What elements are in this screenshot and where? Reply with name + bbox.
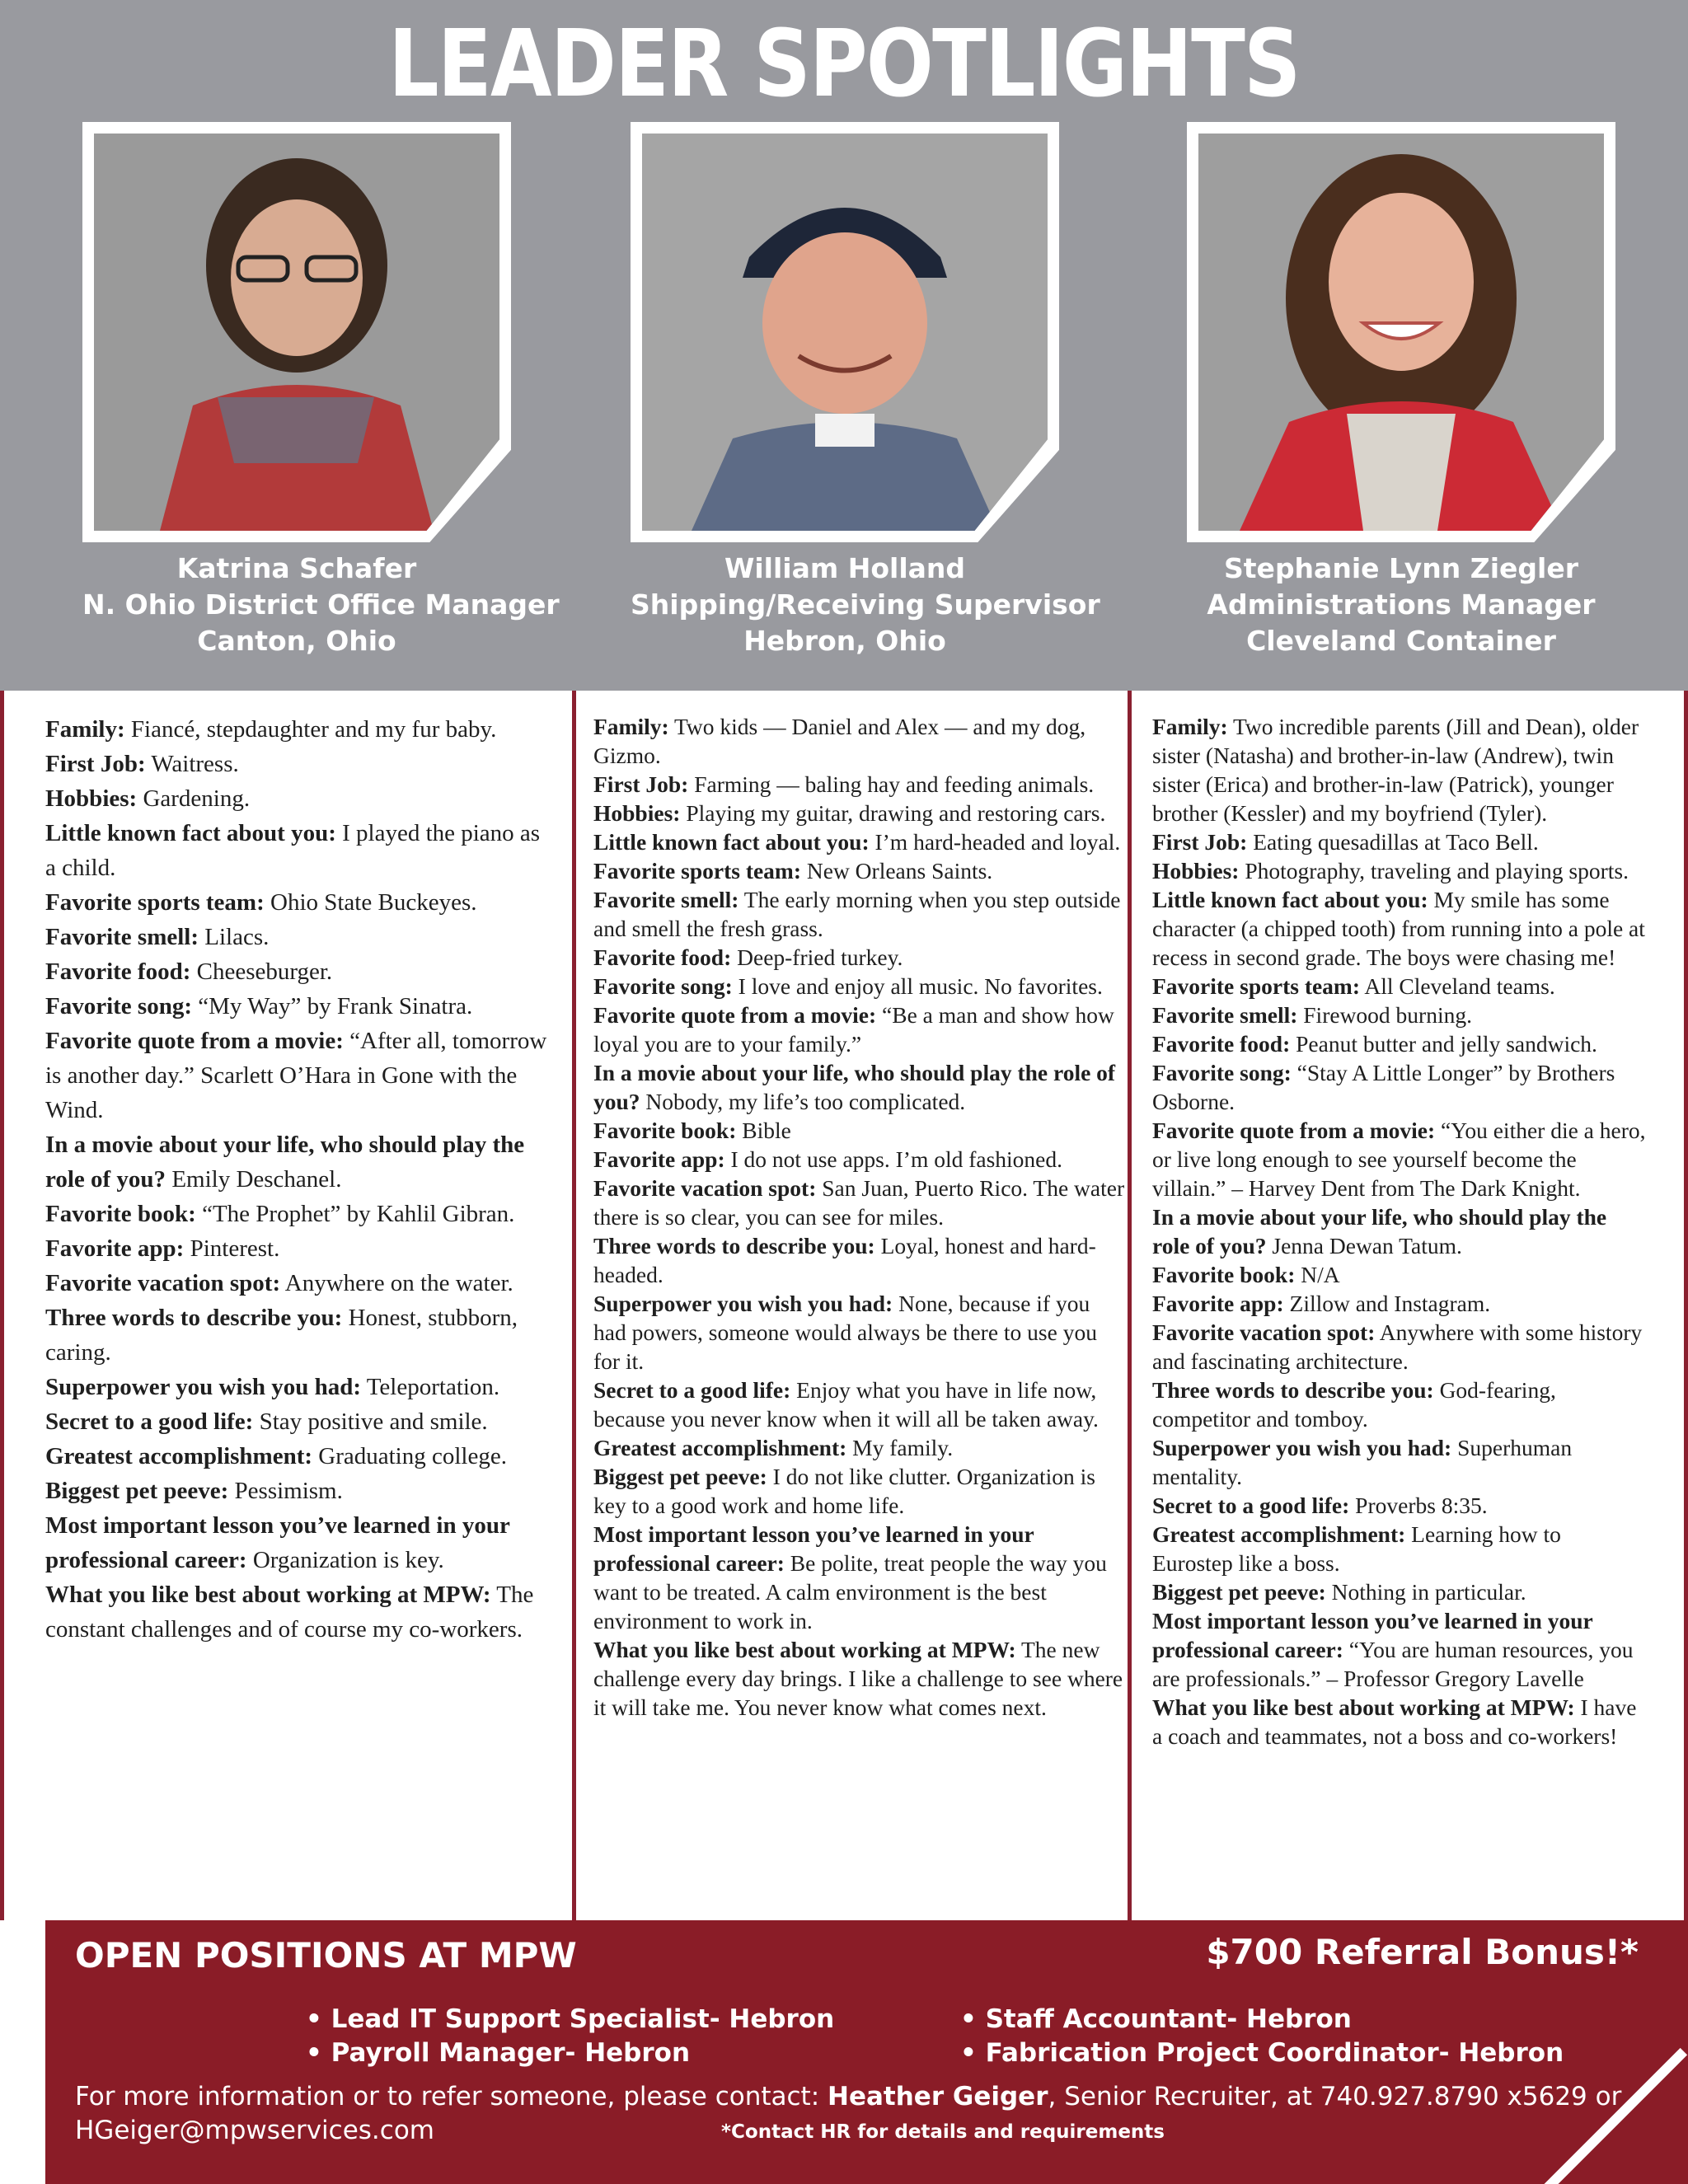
qa-answer: Organization is key. bbox=[246, 1547, 444, 1573]
qa-question: Favorite song: bbox=[45, 993, 192, 1019]
qa-item bbox=[1152, 1606, 1647, 1693]
qa-item bbox=[1152, 1693, 1647, 1750]
qa-item bbox=[45, 781, 550, 816]
qa-question: Favorite book: bbox=[45, 1201, 196, 1227]
qa-answer: Proverbs 8:35. bbox=[1349, 1493, 1488, 1518]
qa-answer: Be polite, treat people the way you want to be treated. A calm environment is the best environment to work in. bbox=[593, 1550, 1107, 1633]
qa-item bbox=[593, 1116, 1125, 1145]
qa-item bbox=[1152, 972, 1647, 1001]
leader-name: William Holland bbox=[724, 552, 966, 584]
qa-question: Biggest pet peeve: bbox=[593, 1464, 767, 1489]
qa-answer: Two incredible parents (Jill and Dean), older sister (Natasha) and brother-in-law (Andrew), twin sister (Erica) and brother-in-law (Patrick), younger brother (Kessler) and my boyfriend (Tyler). bbox=[1152, 714, 1639, 826]
qa-answer: “You either die a hero, or live long enough to see yourself become the villain.” – Harvey Dent from The Dark Knight. bbox=[1152, 1118, 1646, 1201]
qa-answer: My family. bbox=[846, 1435, 954, 1460]
qa-item bbox=[593, 1001, 1125, 1058]
qa-item bbox=[45, 989, 550, 1024]
qa-answer: Loyal, honest and hard-headed. bbox=[593, 1233, 1096, 1287]
qa-item bbox=[593, 712, 1125, 770]
qa-question: Little known fact about you: bbox=[593, 829, 870, 855]
leader-caption bbox=[82, 551, 560, 659]
qa-question: Family: bbox=[45, 716, 125, 743]
qa-question: Secret to a good life: bbox=[593, 1377, 791, 1403]
qa-question: Favorite vacation spot: bbox=[1152, 1319, 1376, 1345]
qa-question: Little known fact about you: bbox=[45, 820, 336, 846]
qa-answer: “The Prophet” by Kahlil Gibran. bbox=[195, 1201, 515, 1227]
qa-answer: Anywhere with some history and fascinating architecture. bbox=[1152, 1319, 1643, 1374]
qa-question: Hobbies: bbox=[45, 785, 138, 812]
leader-card-2 bbox=[631, 122, 1100, 659]
position-item: • Fabrication Project Coordinator- Hebron bbox=[960, 2038, 1564, 2068]
leader-caption bbox=[631, 551, 1100, 659]
qa-question: What you like best about working at MPW: bbox=[45, 1582, 491, 1608]
qa-item bbox=[45, 920, 550, 954]
qa-item bbox=[45, 747, 550, 781]
qa-question: Most important lesson you’ve learned in your professional career: bbox=[45, 1512, 510, 1573]
qa-item bbox=[45, 1404, 550, 1439]
open-positions-banner bbox=[45, 1920, 1688, 2184]
leader-role: Shipping/Receiving Supervisor bbox=[631, 588, 1100, 621]
positions-list-right bbox=[960, 2003, 1564, 2070]
qa-question: Favorite app: bbox=[593, 1146, 725, 1172]
qa-question: Favorite song: bbox=[1152, 1060, 1292, 1085]
qa-item bbox=[593, 943, 1125, 972]
contact-name: Heather Geiger bbox=[828, 2082, 1048, 2111]
position-item: • Payroll Manager- Hebron bbox=[306, 2038, 691, 2068]
qa-question: First Job: bbox=[1152, 829, 1248, 855]
qa-answer: Lilacs. bbox=[199, 924, 270, 950]
qa-question: Most important lesson you’ve learned in your professional career: bbox=[593, 1521, 1034, 1576]
qa-question: Superpower you wish you had: bbox=[593, 1291, 893, 1316]
qa-question: Favorite food: bbox=[593, 944, 732, 970]
leader-photo bbox=[1198, 134, 1604, 531]
qa-item bbox=[45, 1577, 550, 1647]
qa-question: Secret to a good life: bbox=[45, 1408, 254, 1435]
qa-question: In a movie about your life, who should play the role of you? bbox=[45, 1132, 525, 1193]
leader-role: Administrations Manager bbox=[1207, 588, 1596, 621]
qa-question: Favorite song: bbox=[593, 973, 733, 999]
photo-frame bbox=[631, 122, 1059, 542]
qa-item bbox=[1152, 1318, 1647, 1376]
qa-answer: Superhuman mentality. bbox=[1152, 1435, 1573, 1489]
leader-photo bbox=[642, 134, 1048, 531]
qa-question: Family: bbox=[593, 714, 669, 739]
qa-item bbox=[593, 1058, 1125, 1116]
referral-bonus: $700 Referral Bonus!* bbox=[1206, 1932, 1639, 1972]
qa-item bbox=[593, 1635, 1125, 1722]
qa-question: Biggest pet peeve: bbox=[1152, 1579, 1326, 1605]
portrait-image bbox=[1198, 134, 1604, 531]
qa-answer: Peanut butter and jelly sandwich. bbox=[1290, 1031, 1597, 1057]
qa-answer: Jenna Dewan Tatum. bbox=[1266, 1233, 1462, 1258]
qa-item bbox=[45, 1127, 550, 1197]
photo-frame bbox=[1187, 122, 1615, 542]
qa-question: Biggest pet peeve: bbox=[45, 1478, 229, 1504]
qa-answer: Honest, stubborn, caring. bbox=[45, 1305, 518, 1366]
qa-item bbox=[1152, 712, 1647, 827]
qa-question: Favorite sports team: bbox=[1152, 973, 1360, 999]
qa-item bbox=[593, 1433, 1125, 1462]
qa-answer: My smile has some character (a chipped tooth) from running into a pole at recess in second grade. The boys were chasing me! bbox=[1152, 887, 1645, 970]
leader-card-1 bbox=[82, 122, 560, 659]
portrait-image bbox=[642, 134, 1048, 531]
qa-question: Hobbies: bbox=[1152, 858, 1240, 883]
qa-item bbox=[593, 1376, 1125, 1433]
qa-answer: New Orleans Saints. bbox=[801, 858, 993, 883]
qa-answer: Ohio State Buckeyes. bbox=[264, 889, 477, 916]
qa-item bbox=[593, 827, 1125, 856]
qa-item bbox=[593, 1145, 1125, 1174]
qa-question: Hobbies: bbox=[593, 800, 681, 826]
qa-question: What you like best about working at MPW: bbox=[1152, 1694, 1575, 1720]
qa-answer: Stay positive and smile. bbox=[253, 1408, 488, 1435]
qa-item bbox=[593, 1231, 1125, 1289]
qa-question: In a movie about your life, who should play the role of you? bbox=[593, 1060, 1116, 1114]
qa-answer: Zillow and Instagram. bbox=[1283, 1291, 1491, 1316]
qa-answer: Emily Deschanel. bbox=[166, 1166, 342, 1193]
qa-question: Favorite smell: bbox=[593, 887, 739, 912]
qa-item bbox=[45, 885, 550, 920]
leader-name: Katrina Schafer bbox=[176, 552, 417, 584]
qa-question: Favorite quote from a movie: bbox=[45, 1028, 344, 1054]
qa-item bbox=[1152, 1491, 1647, 1520]
qa-answer: Firewood burning. bbox=[1297, 1002, 1472, 1028]
qa-answer: “Be a man and show how loyal you are to your family.” bbox=[593, 1002, 1114, 1057]
qa-answer: I do not like clutter. Organization is key to a good work and home life. bbox=[593, 1464, 1095, 1518]
contact-prefix: For more information or to refer someone, please contact: bbox=[75, 2082, 828, 2111]
qa-item bbox=[45, 1370, 550, 1404]
qa-answer: Cheeseburger. bbox=[190, 958, 333, 985]
qa-answer: “Stay A Little Longer” by Brothers Osborne. bbox=[1152, 1060, 1615, 1114]
qa-item bbox=[1152, 1433, 1647, 1491]
qa-answer: Enjoy what you have in life now, because you never know when it will all be taken away. bbox=[593, 1377, 1099, 1432]
qa-item bbox=[593, 1520, 1125, 1635]
qa-answer: I’m hard-headed and loyal. bbox=[869, 829, 1121, 855]
qa-item bbox=[1152, 1376, 1647, 1433]
qa-item bbox=[45, 712, 550, 747]
qa-question: Family: bbox=[1152, 714, 1228, 739]
header-band bbox=[0, 0, 1688, 691]
qa-question: Favorite food: bbox=[1152, 1031, 1291, 1057]
qa-item bbox=[593, 1462, 1125, 1520]
footnote: *Contact HR for details and requirements bbox=[721, 2121, 1165, 2143]
qa-answer: Nobody, my life’s too complicated. bbox=[640, 1089, 966, 1114]
qa-question: Favorite quote from a movie: bbox=[1152, 1118, 1436, 1143]
qa-answer: Deep-fried turkey. bbox=[731, 944, 903, 970]
qa-answer: I love and enjoy all music. No favorites. bbox=[732, 973, 1103, 999]
qa-answer: Playing my guitar, drawing and restoring cars. bbox=[680, 800, 1106, 826]
qa-answer: Bible bbox=[736, 1118, 791, 1143]
qa-column-3 bbox=[1152, 691, 1647, 1920]
qa-item bbox=[1152, 1260, 1647, 1289]
qa-item bbox=[1152, 1289, 1647, 1318]
qa-answer: God-fearing, competitor and tomboy. bbox=[1152, 1377, 1556, 1432]
qa-item bbox=[593, 770, 1125, 799]
qa-item bbox=[45, 954, 550, 989]
qa-item bbox=[1152, 1520, 1647, 1577]
qa-answer: I do not use apps. I’m old fashioned. bbox=[724, 1146, 1063, 1172]
qa-item bbox=[1152, 1001, 1647, 1029]
qa-question: Three words to describe you: bbox=[593, 1233, 875, 1258]
qa-columns bbox=[0, 691, 1688, 1920]
qa-question: Favorite smell: bbox=[1152, 1002, 1298, 1028]
qa-question: Favorite vacation spot: bbox=[593, 1175, 817, 1201]
qa-item bbox=[593, 799, 1125, 827]
qa-item bbox=[1152, 1029, 1647, 1058]
photo-frame bbox=[82, 122, 511, 542]
qa-question: Little known fact about you: bbox=[1152, 887, 1428, 912]
qa-answer: I have a coach and teammates, not a boss and co-workers! bbox=[1152, 1694, 1637, 1749]
qa-question: Favorite app: bbox=[45, 1235, 185, 1262]
qa-question: Greatest accomplishment: bbox=[593, 1435, 847, 1460]
leader-caption bbox=[1187, 551, 1615, 659]
qa-item bbox=[1152, 856, 1647, 885]
qa-answer: Gardening. bbox=[137, 785, 251, 812]
qa-item bbox=[1152, 827, 1647, 856]
qa-item bbox=[45, 1508, 550, 1577]
qa-answer: Photography, traveling and playing sports. bbox=[1239, 858, 1629, 883]
qa-answer: “You are human resources, you are professionals.” – Professor Gregory Lavelle bbox=[1152, 1637, 1634, 1691]
qa-answer: Nothing in particular. bbox=[1325, 1579, 1526, 1605]
qa-answer: I played the piano as a child. bbox=[45, 820, 541, 881]
qa-answer: All Cleveland teams. bbox=[1360, 973, 1555, 999]
leader-location: Cleveland Container bbox=[1246, 625, 1556, 657]
qa-item bbox=[593, 856, 1125, 885]
qa-item bbox=[45, 1024, 550, 1127]
qa-question: First Job: bbox=[45, 751, 146, 777]
qa-question: What you like best about working at MPW: bbox=[593, 1637, 1016, 1662]
qa-question: Favorite quote from a movie: bbox=[593, 1002, 877, 1028]
qa-question: Favorite smell: bbox=[45, 924, 199, 950]
qa-question: Greatest accomplishment: bbox=[1152, 1521, 1406, 1547]
qa-answer: The constant challenges and of course my co-workers. bbox=[45, 1582, 534, 1643]
qa-question: Favorite vacation spot: bbox=[45, 1270, 281, 1296]
qa-item bbox=[1152, 1058, 1647, 1116]
qa-answer: N/A bbox=[1295, 1262, 1340, 1287]
qa-question: Superpower you wish you had: bbox=[1152, 1435, 1452, 1460]
qa-item bbox=[1152, 885, 1647, 972]
qa-answer: Fiancé, stepdaughter and my fur baby. bbox=[124, 716, 497, 743]
qa-answer: The early morning when you step outside and smell the fresh grass. bbox=[593, 887, 1121, 941]
qa-item bbox=[45, 1439, 550, 1474]
qa-answer: Teleportation. bbox=[361, 1374, 500, 1400]
leader-location: Hebron, Ohio bbox=[743, 625, 946, 657]
qa-item bbox=[45, 1197, 550, 1231]
qa-answer: Waitress. bbox=[145, 751, 239, 777]
qa-answer: None, because if you had powers, someone would always be there to use you for it. bbox=[593, 1291, 1097, 1374]
contact-suffix: , Senior Recruiter, at 740.927.8790 x5629 or bbox=[1048, 2082, 1622, 2111]
qa-question: In a movie about your life, who should play the role of you? bbox=[1152, 1204, 1607, 1258]
qa-question: Greatest accomplishment: bbox=[45, 1443, 313, 1469]
leader-name: Stephanie Lynn Ziegler bbox=[1224, 552, 1578, 584]
qa-item bbox=[593, 1174, 1125, 1231]
qa-column-1 bbox=[45, 691, 550, 1920]
qa-item bbox=[1152, 1116, 1647, 1202]
qa-question: Favorite book: bbox=[593, 1118, 737, 1143]
qa-question: Favorite sports team: bbox=[593, 858, 801, 883]
qa-item bbox=[45, 1474, 550, 1508]
qa-question: Most important lesson you’ve learned in your professional career: bbox=[1152, 1608, 1593, 1662]
contact-email[interactable]: HGeiger@mpwservices.com bbox=[75, 2116, 434, 2145]
qa-question: Three words to describe you: bbox=[1152, 1377, 1434, 1403]
qa-answer: Anywhere on the water. bbox=[280, 1270, 513, 1296]
qa-item bbox=[45, 816, 550, 885]
open-positions-title: OPEN POSITIONS AT MPW bbox=[75, 1935, 577, 1975]
position-item: • Staff Accountant- Hebron bbox=[960, 2004, 1352, 2034]
qa-answer: San Juan, Puerto Rico. The water there is so clear, you can see for miles. bbox=[593, 1175, 1125, 1230]
qa-question: Secret to a good life: bbox=[1152, 1493, 1350, 1518]
qa-item bbox=[593, 885, 1125, 943]
qa-item bbox=[1152, 1202, 1647, 1260]
qa-item bbox=[593, 1289, 1125, 1376]
page-title: LEADER SPOTLIGHTS bbox=[388, 11, 1300, 118]
positions-list-left bbox=[306, 2003, 834, 2070]
qa-answer: Two kids — Daniel and Alex — and my dog, Gizmo. bbox=[593, 714, 1086, 768]
portrait-image bbox=[94, 134, 499, 531]
qa-answer: Pessimism. bbox=[228, 1478, 343, 1504]
qa-item bbox=[45, 1266, 550, 1301]
leader-photo bbox=[94, 134, 499, 531]
qa-answer: “After all, tomorrow is another day.” Scarlett O’Hara in Gone with the Wind. bbox=[45, 1028, 547, 1123]
qa-question: Favorite food: bbox=[45, 958, 191, 985]
leader-role: N. Ohio District Office Manager bbox=[82, 588, 560, 621]
qa-question: Favorite app: bbox=[1152, 1291, 1284, 1316]
qa-answer: “My Way” by Frank Sinatra. bbox=[192, 993, 473, 1019]
qa-question: Favorite sports team: bbox=[45, 889, 265, 916]
qa-column-2 bbox=[593, 691, 1125, 1920]
qa-question: Superpower you wish you had: bbox=[45, 1374, 362, 1400]
qa-item bbox=[1152, 1577, 1647, 1606]
position-item: • Lead IT Support Specialist- Hebron bbox=[306, 2004, 835, 2034]
qa-question: First Job: bbox=[593, 771, 689, 797]
qa-item bbox=[45, 1231, 550, 1266]
qa-answer: Pinterest. bbox=[184, 1235, 280, 1262]
qa-answer: Farming — baling hay and feeding animals. bbox=[688, 771, 1095, 797]
qa-answer: Learning how to Eurostep like a boss. bbox=[1152, 1521, 1561, 1576]
qa-answer: Eating quesadillas at Taco Bell. bbox=[1247, 829, 1539, 855]
qa-answer: The new challenge every day brings. I like a challenge to see where it will take me. You never know what comes next. bbox=[593, 1637, 1123, 1720]
qa-answer: Graduating college. bbox=[312, 1443, 507, 1469]
qa-question: Three words to describe you: bbox=[45, 1305, 343, 1331]
qa-item bbox=[45, 1301, 550, 1370]
leader-location: Canton, Ohio bbox=[197, 625, 396, 657]
qa-question: Favorite book: bbox=[1152, 1262, 1296, 1287]
qa-item bbox=[593, 972, 1125, 1001]
leader-card-3 bbox=[1187, 122, 1615, 659]
